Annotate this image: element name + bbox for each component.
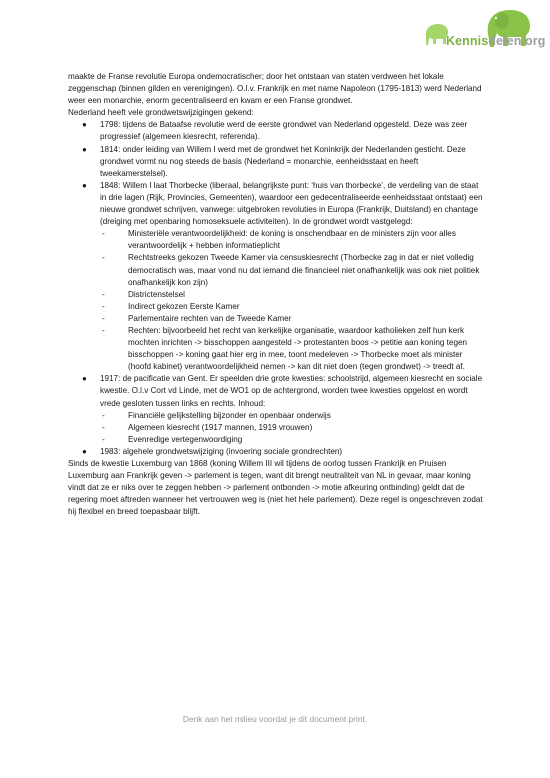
sub-list-item: - Financiële gelijkstelling bijzonder en openbaar onderwijs	[102, 410, 331, 420]
intro-paragraph: maakte de Franse revolutie Europa ondemocratischer; door het ontstaan van staten verdween het lokale zeggenschap (binnen gilden en verenigingen). O.l.v. Frankrijk en met name Napoleon (1795-1813) werd Nederland weer een monarchie, enorm gecentraliseerd en kwam er een Franse grondwet.	[68, 72, 482, 106]
amendment-list	[68, 119, 486, 458]
sub-list-item: - Indirect gekozen Eerste Kamer	[102, 301, 240, 311]
list-item: ● 1848: Willem I laat Thorbecke (liberaal, belangrijkste punt: ‘huis van thorbecke’, de verdeling van de staat in drie lagen (Rijk, Provincies, Gemeenten), waardoor een gedecentraliseerde eenheidsstaat ontstaat) een nieuwe grondwet schrijven, vanwege: uitgebroken revoluties in Europa (Frankrijk, Duitsland) en chantage (dreiging met openbaring homoseksuele activiteiten). In de grondwet wordt vastgelegd: - Ministeriële verantwoordelijkheid: de koning is onschendbaar en de ministers zijn voor alles verantwoordelijk + hebben informatieplicht - Rechtstreeks gekozen Tweede Kamer via censuskiesrecht (Thorbecke zag in dat er niet volledig democratisch was, maar vond nu dat iemand die financieel niet onafhankelijk was ook niet politiek onafhankelijk kon zijn) - Districtenstelsel - Indirect gekozen Eerste Kamer - Parlementaire rechten van de Tweede Kamer - Rechten: bijvoorbeeld het recht van kerkelijke organisatie, waardoor katholieken zelf hun kerk mochten inrichten -> bisschoppen aangesteld -> protestanten boos -> petitie aan koning tegen bisschoppen -> koning gaat hier erg in mee, toont medeleven -> Thorbecke moet als minister (hoofd kabinet) verantwoordelijkheid nemen -> kan dit niet doen (tegen grondwet) -> treedt af.	[100, 180, 486, 374]
sub-list	[100, 410, 486, 446]
list-item: ● 1814: onder leiding van Willem I werd met de grondwet het Koninkrijk der Nederlanden gesticht. Deze grondwet vormt nu nog steeds de basis (Nederland = monarchie, eenheidsstaat en heeft tweekamerstelsel).	[82, 144, 466, 178]
sub-list-item: - Rechten: bijvoorbeeld het recht van kerkelijke organisatie, waardoor katholieken zelf hun kerk mochten inrichten -> bisschoppen aangesteld -> protestanten boos -> petitie aan koning tegen bisschoppen -> koning gaat hier erg in mee, toont medeleven -> Thorbecke moet als minister (hoofd kabinet) verantwoordelijkheid nemen -> kan dit niet doen (tegen grondwet) -> treedt af.	[102, 325, 467, 372]
document-body	[68, 71, 486, 518]
lead-sentence: Nederland heeft vele grondwetswijzigingen gekend:	[68, 108, 254, 118]
sub-list-item: - Algemeen kiesrecht (1917 mannen, 1919 vrouwen)	[102, 422, 313, 432]
footer-note: Denk aan het milieu voordat je dit document print.	[182, 714, 368, 724]
closing-paragraph: Sinds de kwestie Luxemburg van 1868 (koning Willem III wil tijdens de oorlog tussen Frankrijk en Pruisen Luxemburg aan Frankrijk geven -> parlement is tegen, want dit brengt neutraliteit van NL in gevaar, maar koning vindt dat ze er niks over te zeggen hebben -> parlement ontbonden -> motie afkeuring ontbinding) geldt dat de regering moet aftreden wanneer het vertrouwen weg is (niet het hele parlement). Deze regel is ongeschreven zodat hij flexibel en breed toepasbaar blijft.	[68, 459, 483, 517]
bullet-icon: ●	[82, 180, 87, 190]
sub-list	[100, 228, 486, 373]
list-item: ● 1917: de pacificatie van Gent. Er speelden drie grote kwesties: schoolstrijd, algemeen kiesrecht en sociale kwestie. O.l.v Cort vd Linde, met de WO1 op de achtergrond, worden twee kwesties opgelost en wordt vrede gesloten tussen links en rechts. Inhoud: - Financiële gelijkstelling bijzonder en openbaar onderwijs - Algemeen kiesrecht (1917 mannen, 1919 vrouwen) - Evenredige vertegenwoordiging	[100, 373, 486, 446]
bullet-icon: ●	[82, 120, 87, 130]
bullet-icon: ●	[82, 446, 87, 456]
bullet-icon: ●	[82, 144, 87, 154]
sub-list-item: - Parlementaire rechten van de Tweede Kamer	[102, 313, 292, 323]
site-logo[interactable]	[418, 4, 546, 54]
sub-list-item: - Ministeriële verantwoordelijkheid: de koning is onschendbaar en de ministers zijn voor alles verantwoordelijk + hebben informatieplicht	[102, 229, 456, 251]
sub-list-item: - Districtenstelsel	[102, 289, 185, 299]
logo-wordmark: Kennisdelen.org	[446, 34, 546, 48]
sub-list-item: - Rechtstreeks gekozen Tweede Kamer via censuskiesrecht (Thorbecke zag in dat er niet volledig democratisch was, maar vond nu dat iemand die financieel niet onafhankelijk was ook niet politiek onafhankelijk kon zijn)	[102, 253, 480, 287]
list-item: ● 1983: algehele grondwetswijziging (invoering sociale grondrechten)	[100, 446, 486, 458]
list-item: ● 1798: tijdens de Bataafse revolutie werd de eerste grondwet van Nederland opgesteld. Deze was zeer progressief (algemeen kiesrecht, referenda).	[82, 120, 468, 142]
sub-list-item: - Evenredige vertegenwoordiging	[102, 434, 243, 444]
bullet-icon: ●	[82, 374, 87, 384]
